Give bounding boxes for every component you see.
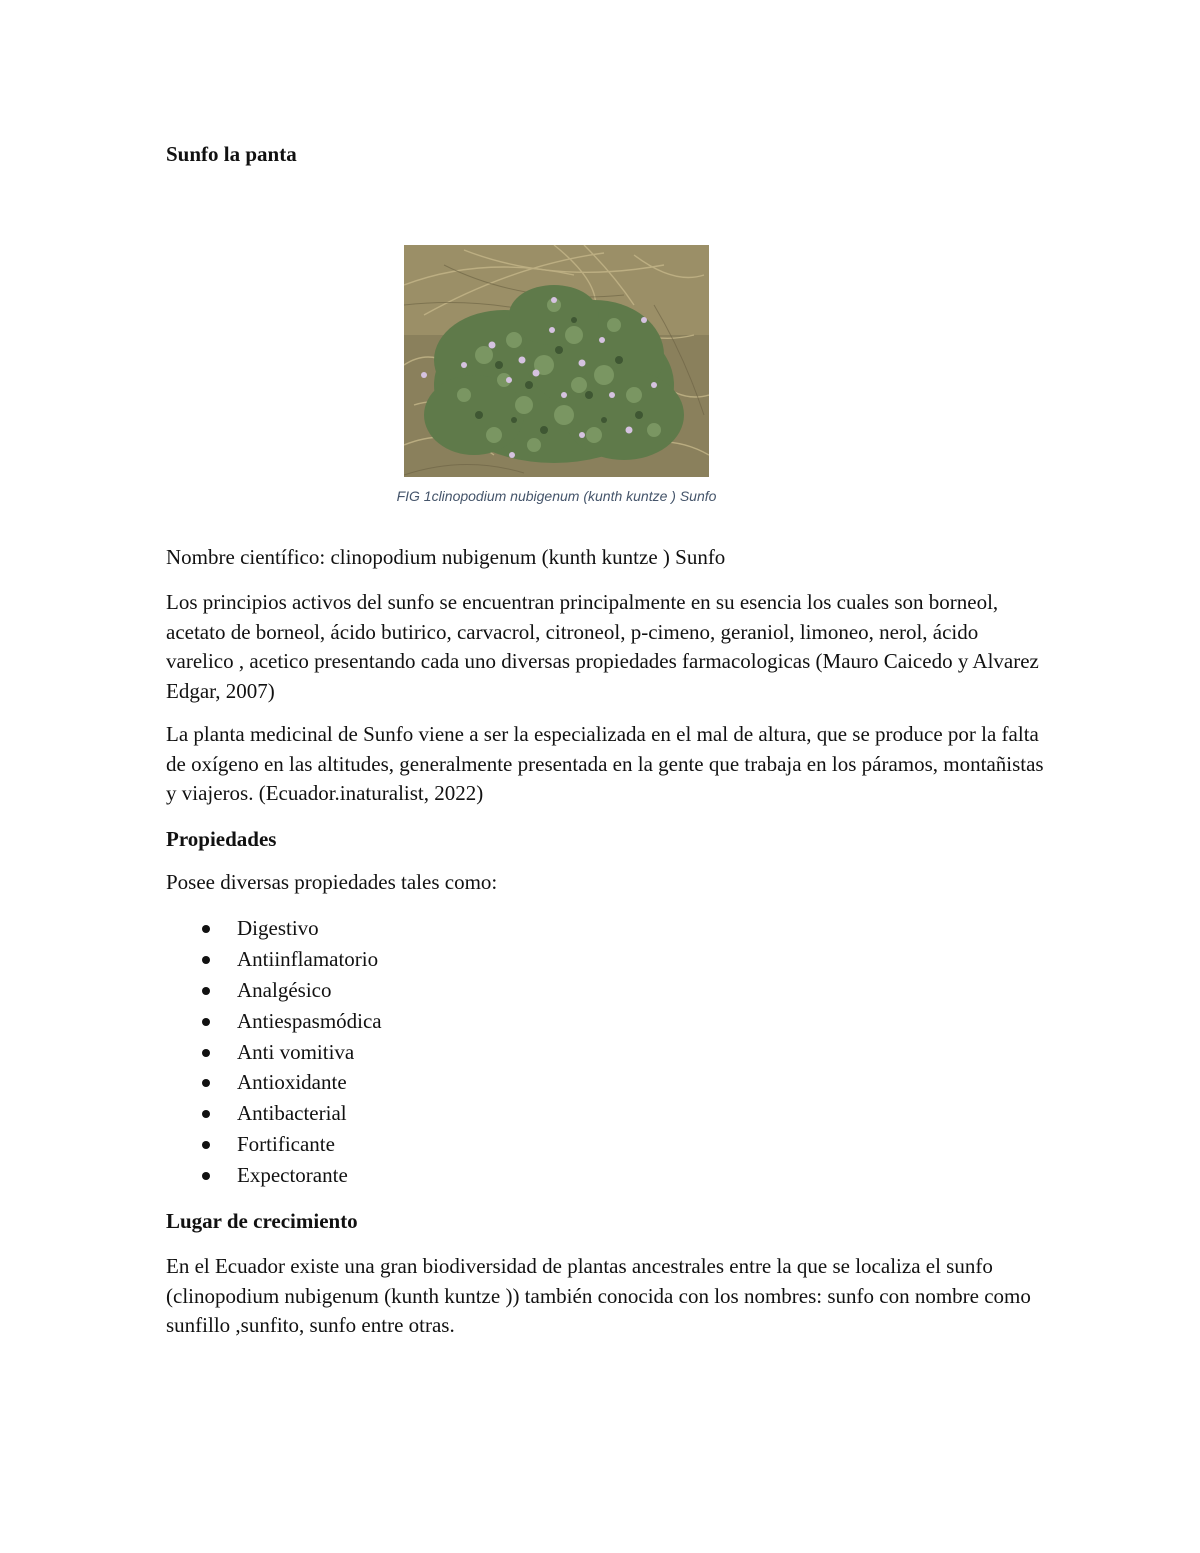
bullet-icon (202, 987, 210, 995)
list-item-label: Expectorante (237, 1163, 348, 1188)
list-item-label: Digestivo (237, 916, 319, 940)
list-item-label: Antibacterial (237, 1101, 347, 1126)
properties-heading: Propiedades (166, 827, 277, 851)
scientific-name-paragraph: Nombre científico: clinopodium nubigenum (kunth kuntze ) Sunfo (166, 545, 726, 569)
bullet-icon (202, 925, 210, 933)
properties-intro: Posee diversas propiedades tales como: (166, 870, 498, 894)
growth-heading: Lugar de crecimiento (166, 1209, 358, 1233)
list-item (166, 975, 382, 1006)
properties-list (166, 913, 382, 1191)
bullet-icon (202, 1018, 210, 1026)
plant-photo (404, 245, 709, 477)
bullet-icon (202, 1079, 210, 1087)
list-item-label: Antioxidante (237, 1070, 347, 1095)
altitude-sickness-paragraph: La planta medicinal de Sunfo viene a ser la especializada en el mal de altura, que se produce por la falta de oxígeno en las altitudes, generalmente presentada en la gente que trabaja en los páramos, montañistas y viajeros. (Ecuador.inaturalist, 2022) (166, 722, 1044, 805)
list-item (166, 1067, 382, 1098)
list-item (166, 1160, 382, 1191)
list-item (166, 1098, 382, 1129)
bullet-icon (202, 1049, 210, 1057)
document-title: Sunfo la panta (166, 142, 297, 166)
bullet-icon (202, 1141, 210, 1149)
growth-paragraph: En el Ecuador existe una gran biodiversidad de plantas ancestrales entre la que se localiza el sunfo (clinopodium nubigenum (kunth kuntze )) también conocida con los nombres: sunfo con nombre como sunfillo ,sunfito, sunfo entre otras. (166, 1254, 1031, 1337)
list-item (166, 944, 382, 975)
list-item (166, 1037, 382, 1068)
figure-caption: FIG 1clinopodium nubigenum (kunth kuntze ) Sunfo (396, 488, 717, 504)
bullet-icon (202, 956, 210, 964)
list-item (166, 1129, 382, 1160)
list-item-label: Fortificante (237, 1132, 335, 1157)
list-item (166, 913, 382, 944)
list-item (166, 1006, 382, 1037)
list-item-label: Antiinflamatorio (237, 946, 379, 971)
plant-photo-image (404, 245, 709, 477)
list-item-label: Antiespasmódica (237, 1008, 382, 1033)
list-item-label: Anti vomitiva (237, 1039, 355, 1064)
list-item-label: Analgésico (237, 977, 332, 1002)
bullet-icon (202, 1110, 210, 1118)
active-principles-paragraph: Los principios activos del sunfo se encuentran principalmente en su esencia los cuales son borneol, acetato de borneol, ácido butirico, carvacrol, citroneol, p-cimeno, geraniol, limoneo, nerol, ácido varelico , acetico presentando cada uno diversas propiedades farmacologicas (Mauro Caicedo y Alvarez Edgar, 2007) (166, 590, 1039, 703)
bullet-icon (202, 1172, 210, 1180)
